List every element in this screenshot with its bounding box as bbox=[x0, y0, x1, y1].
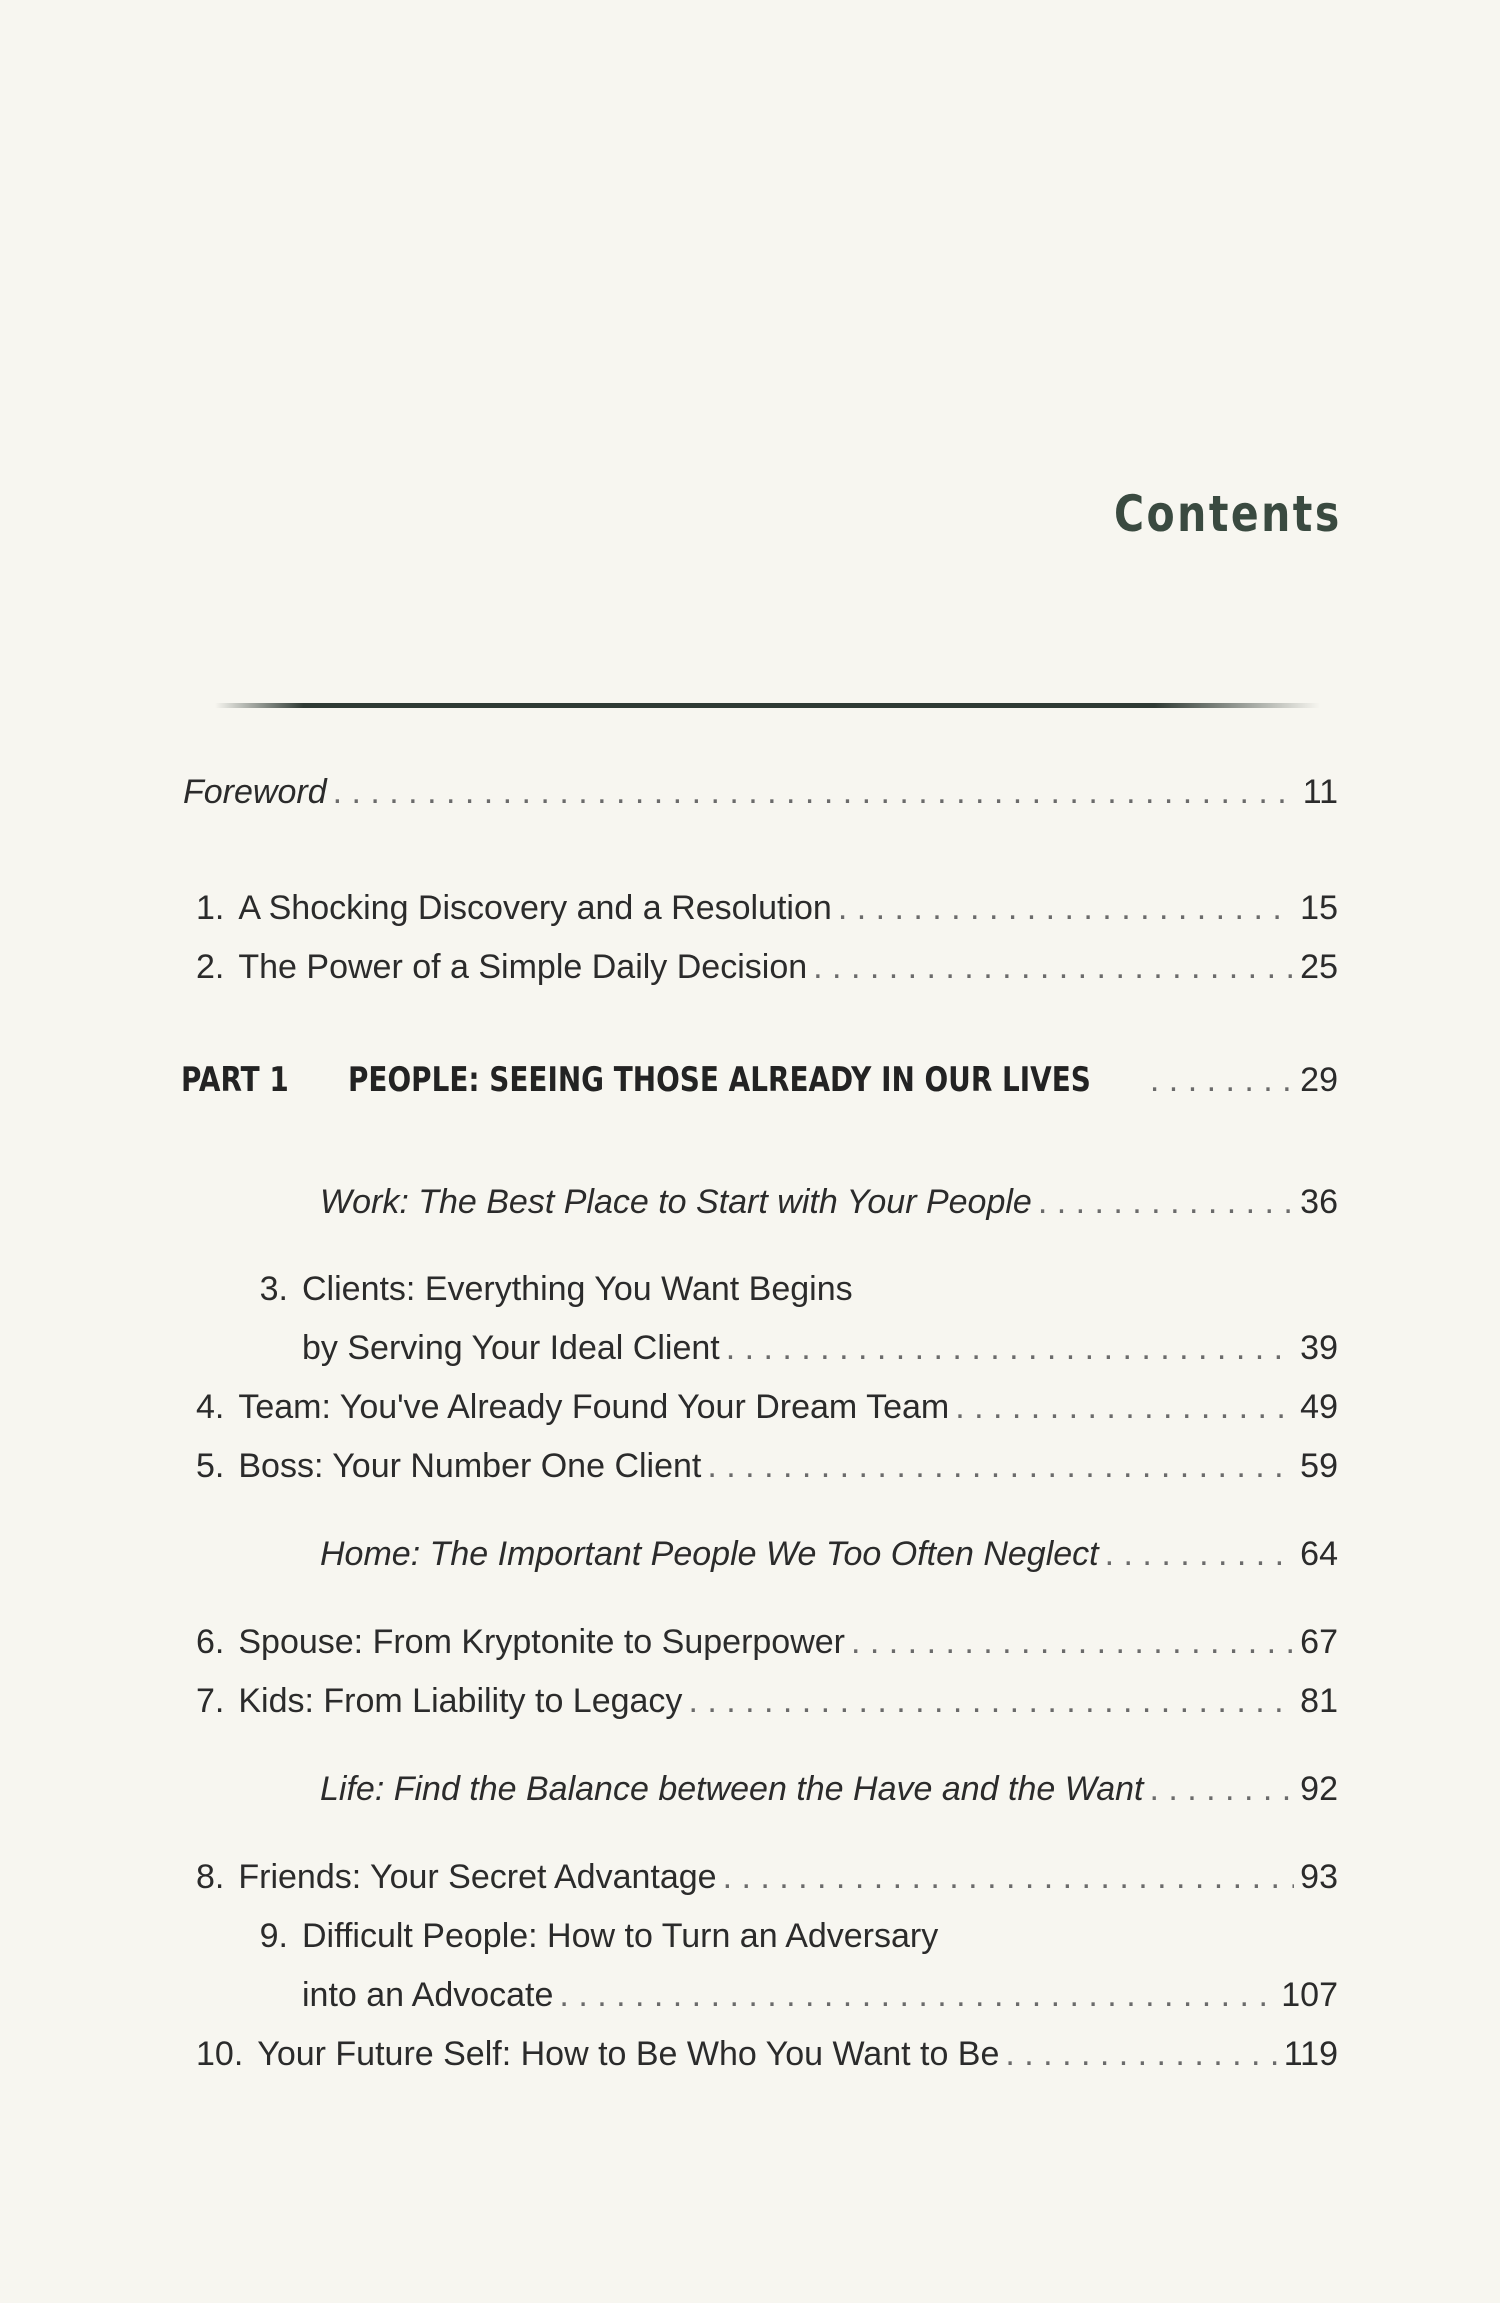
dot-leader bbox=[813, 945, 1294, 989]
dot-leader bbox=[1149, 1767, 1294, 1811]
toc-entry-chapter-4 bbox=[196, 1385, 1338, 1429]
title-rule bbox=[215, 703, 1320, 708]
toc-entry-title-continued: into an Advocate bbox=[302, 1976, 554, 2014]
dot-leader bbox=[688, 1679, 1294, 1723]
toc-entry-chapter-7 bbox=[196, 1679, 1338, 1723]
dot-leader bbox=[1038, 1180, 1294, 1224]
toc-entry-chapter-9-line-1 bbox=[196, 1914, 938, 1958]
toc-entry-page: 107 bbox=[1281, 1976, 1338, 2014]
toc-entry-title: Life: Find the Balance between the Have and the Want bbox=[320, 1770, 1144, 1808]
toc-entry-title: Your Future Self: How to Be Who You Want to Be bbox=[257, 2035, 1000, 2073]
toc-entry-title: Home: The Important People We Too Often Neglect bbox=[320, 1535, 1099, 1573]
toc-entry-page: 25 bbox=[1300, 948, 1338, 986]
toc-entry-section-home bbox=[320, 1532, 1338, 1576]
toc-entry-page: 92 bbox=[1300, 1770, 1338, 1808]
toc-entry-chapter-2 bbox=[196, 945, 1338, 989]
toc-entry-page: 11 bbox=[1302, 773, 1338, 811]
toc-entry-page: 67 bbox=[1300, 1623, 1338, 1661]
toc-entry-section-work bbox=[320, 1180, 1338, 1224]
toc-entry-chapter-3-line-1 bbox=[196, 1267, 853, 1311]
toc-entry-chapter-6 bbox=[196, 1620, 1338, 1664]
dot-leader bbox=[1150, 1058, 1294, 1102]
toc-entry-title: Friends: Your Secret Advantage bbox=[238, 1858, 717, 1896]
toc-entry-chapter-10 bbox=[196, 2032, 1338, 2076]
dot-leader bbox=[723, 1855, 1295, 1899]
chapter-number: 10. bbox=[196, 2035, 244, 2073]
toc-entry-title: The Power of a Simple Daily Decision bbox=[238, 948, 808, 986]
toc-entry-page: 93 bbox=[1300, 1858, 1338, 1896]
toc-entry-title: Boss: Your Number One Client bbox=[238, 1447, 702, 1485]
chapter-number: 1. bbox=[196, 889, 225, 927]
page-title: Contents bbox=[1114, 485, 1342, 543]
toc-entry-page: 39 bbox=[1300, 1329, 1338, 1367]
toc-entry-page: 119 bbox=[1283, 2035, 1338, 2073]
toc-entry-title: Team: You've Already Found Your Dream Team bbox=[238, 1388, 950, 1426]
dot-leader bbox=[726, 1326, 1294, 1370]
chapter-number: 8. bbox=[196, 1858, 225, 1896]
toc-entry-page: 49 bbox=[1300, 1388, 1338, 1426]
dot-leader bbox=[707, 1444, 1294, 1488]
toc-entry-chapter-1 bbox=[196, 886, 1338, 930]
toc-entry-page: 64 bbox=[1300, 1535, 1338, 1573]
toc-entry-part-1 bbox=[348, 1058, 1338, 1102]
toc-entry-section-life bbox=[320, 1767, 1338, 1811]
toc-entry-page: 29 bbox=[1300, 1061, 1338, 1099]
toc-entry-page: 59 bbox=[1300, 1447, 1338, 1485]
toc-entry-title-continued: by Serving Your Ideal Client bbox=[302, 1329, 720, 1367]
chapter-number: 9. bbox=[259, 1917, 288, 1955]
dot-leader bbox=[1005, 2032, 1277, 2076]
toc-entry-chapter-8 bbox=[196, 1855, 1338, 1899]
dot-leader bbox=[955, 1385, 1294, 1429]
toc-entry-foreword bbox=[183, 770, 1338, 814]
toc-entry-title: Difficult People: How to Turn an Adversary bbox=[302, 1917, 939, 1955]
toc-entry-chapter-3 bbox=[302, 1326, 1338, 1370]
toc-entry-title: Kids: From Liability to Legacy bbox=[238, 1682, 683, 1720]
dot-leader bbox=[1105, 1532, 1295, 1576]
chapter-number: 7. bbox=[196, 1682, 225, 1720]
dot-leader bbox=[333, 770, 1297, 814]
toc-entry-page: 36 bbox=[1300, 1183, 1338, 1221]
toc-entry-chapter-9 bbox=[302, 1973, 1338, 2017]
part-label: PART 1 bbox=[181, 1060, 289, 1100]
dot-leader bbox=[838, 886, 1294, 930]
chapter-number: 4. bbox=[196, 1388, 225, 1426]
toc-entry-title: Clients: Everything You Want Begins bbox=[302, 1270, 853, 1308]
toc-entry-title: Foreword bbox=[183, 773, 327, 811]
toc-entry-page: 15 bbox=[1300, 889, 1338, 927]
toc-entry-title: PEOPLE: SEEING THOSE ALREADY IN OUR LIVES bbox=[348, 1060, 1091, 1100]
chapter-number: 6. bbox=[196, 1623, 225, 1661]
toc-entry-title: Work: The Best Place to Start with Your People bbox=[320, 1183, 1032, 1221]
chapter-number: 2. bbox=[196, 948, 225, 986]
toc-entry-title: A Shocking Discovery and a Resolution bbox=[238, 889, 832, 927]
toc-entry-chapter-5 bbox=[196, 1444, 1338, 1488]
chapter-number: 3. bbox=[259, 1270, 288, 1308]
dot-leader bbox=[559, 1973, 1275, 2017]
dot-leader bbox=[851, 1620, 1294, 1664]
chapter-number: 5. bbox=[196, 1447, 225, 1485]
toc-entry-page: 81 bbox=[1300, 1682, 1338, 1720]
toc-entry-title: Spouse: From Kryptonite to Superpower bbox=[238, 1623, 845, 1661]
